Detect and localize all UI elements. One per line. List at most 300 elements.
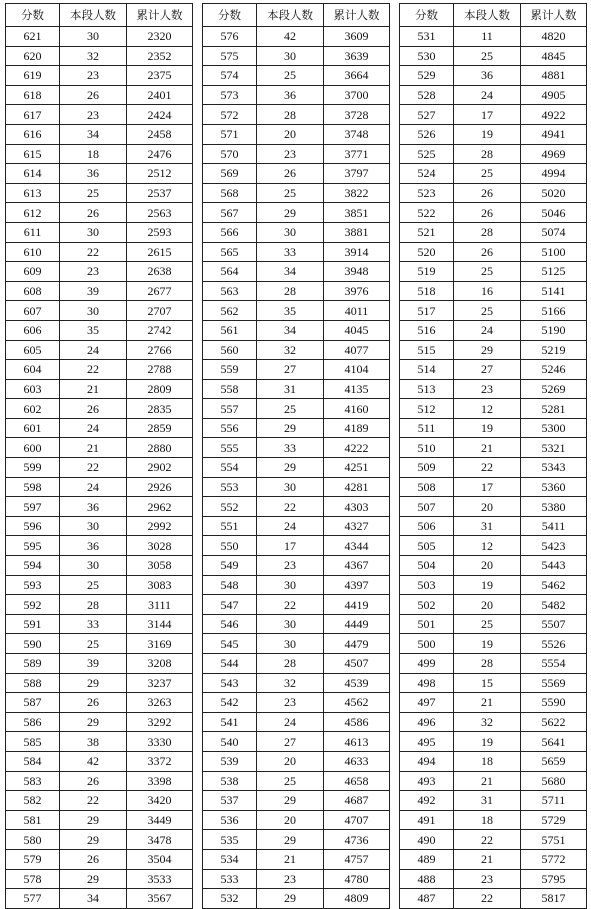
cell-score: 599 — [6, 458, 60, 478]
table-row — [203, 399, 390, 419]
cell-cumulative-count: 3237 — [127, 673, 193, 693]
cell-score: 561 — [203, 320, 257, 340]
cell-score: 520 — [400, 242, 454, 262]
cell-segment-count: 22 — [257, 497, 324, 517]
cell-score: 595 — [6, 536, 60, 556]
cell-score: 509 — [400, 458, 454, 478]
cell-cumulative-count: 2563 — [127, 203, 193, 223]
cell-score: 556 — [203, 418, 257, 438]
cell-score: 610 — [6, 242, 60, 262]
cell-segment-count: 20 — [257, 810, 324, 830]
cell-cumulative-count: 5711 — [521, 791, 587, 811]
cell-cumulative-count: 2615 — [127, 242, 193, 262]
cell-score: 517 — [400, 301, 454, 321]
cell-score: 510 — [400, 438, 454, 458]
cell-score: 568 — [203, 183, 257, 203]
cell-cumulative-count: 4613 — [324, 732, 390, 752]
table-row — [203, 379, 390, 399]
cell-cumulative-count: 4251 — [324, 458, 390, 478]
cell-score: 576 — [203, 27, 257, 47]
cell-segment-count: 25 — [257, 66, 324, 86]
cell-cumulative-count: 3478 — [127, 830, 193, 850]
cell-segment-count: 22 — [60, 791, 127, 811]
header-segment-count: 本段人数 — [257, 4, 324, 27]
cell-segment-count: 30 — [60, 301, 127, 321]
table-row — [6, 673, 193, 693]
cell-cumulative-count: 3948 — [324, 262, 390, 282]
cell-score: 546 — [203, 614, 257, 634]
table-row — [400, 516, 587, 536]
cell-segment-count: 29 — [257, 203, 324, 223]
cell-score: 518 — [400, 281, 454, 301]
cell-segment-count: 21 — [454, 438, 521, 458]
cell-segment-count: 21 — [454, 771, 521, 791]
table-row — [203, 340, 390, 360]
table-row — [6, 654, 193, 674]
cell-score: 507 — [400, 497, 454, 517]
cell-segment-count: 39 — [60, 281, 127, 301]
table-row — [203, 673, 390, 693]
cell-cumulative-count: 4658 — [324, 771, 390, 791]
table-row — [203, 869, 390, 889]
cell-segment-count: 25 — [257, 399, 324, 419]
table-row — [400, 203, 587, 223]
cell-segment-count: 31 — [454, 791, 521, 811]
cell-cumulative-count: 5795 — [521, 869, 587, 889]
cell-segment-count: 25 — [454, 46, 521, 66]
cell-cumulative-count: 3881 — [324, 222, 390, 242]
cell-segment-count: 16 — [454, 281, 521, 301]
cell-segment-count: 24 — [60, 477, 127, 497]
cell-score: 526 — [400, 124, 454, 144]
table-row — [400, 732, 587, 752]
cell-segment-count: 23 — [257, 693, 324, 713]
cell-segment-count: 29 — [257, 830, 324, 850]
cell-segment-count: 29 — [60, 869, 127, 889]
cell-score: 511 — [400, 418, 454, 438]
cell-score: 613 — [6, 183, 60, 203]
table-row — [400, 144, 587, 164]
table-row — [400, 281, 587, 301]
cell-cumulative-count: 2962 — [127, 497, 193, 517]
cell-cumulative-count: 3567 — [127, 889, 193, 909]
cell-segment-count: 21 — [454, 693, 521, 713]
cell-cumulative-count: 5751 — [521, 830, 587, 850]
cell-score: 573 — [203, 85, 257, 105]
cell-segment-count: 25 — [60, 183, 127, 203]
header-segment-count: 本段人数 — [454, 4, 521, 27]
cell-score: 560 — [203, 340, 257, 360]
cell-cumulative-count: 4011 — [324, 301, 390, 321]
table-row — [203, 242, 390, 262]
table-row — [6, 105, 193, 125]
cell-cumulative-count: 5659 — [521, 751, 587, 771]
table-row — [400, 360, 587, 380]
cell-segment-count: 22 — [257, 595, 324, 615]
header-segment-count: 本段人数 — [60, 4, 127, 27]
table-row — [6, 477, 193, 497]
table-row — [203, 124, 390, 144]
cell-segment-count: 18 — [454, 810, 521, 830]
cell-segment-count: 36 — [454, 66, 521, 86]
cell-segment-count: 27 — [454, 360, 521, 380]
table-row — [203, 203, 390, 223]
table-row — [400, 164, 587, 184]
cell-segment-count: 23 — [454, 869, 521, 889]
cell-cumulative-count: 2859 — [127, 418, 193, 438]
cell-segment-count: 18 — [454, 751, 521, 771]
cell-segment-count: 30 — [257, 222, 324, 242]
cell-segment-count: 17 — [257, 536, 324, 556]
cell-score: 487 — [400, 889, 454, 909]
cell-score: 584 — [6, 751, 60, 771]
cell-cumulative-count: 3398 — [127, 771, 193, 791]
cell-score: 549 — [203, 556, 257, 576]
cell-cumulative-count: 4881 — [521, 66, 587, 86]
cell-cumulative-count: 2424 — [127, 105, 193, 125]
cell-segment-count: 34 — [60, 889, 127, 909]
cell-cumulative-count: 5772 — [521, 849, 587, 869]
cell-cumulative-count: 2835 — [127, 399, 193, 419]
table-row — [6, 712, 193, 732]
table-row — [203, 614, 390, 634]
cell-score: 597 — [6, 497, 60, 517]
cell-cumulative-count: 4845 — [521, 46, 587, 66]
cell-cumulative-count: 5817 — [521, 889, 587, 909]
cell-segment-count: 26 — [454, 242, 521, 262]
cell-score: 592 — [6, 595, 60, 615]
cell-cumulative-count: 3028 — [127, 536, 193, 556]
table-row — [6, 751, 193, 771]
table-row — [6, 320, 193, 340]
table-row — [203, 732, 390, 752]
cell-segment-count: 33 — [60, 614, 127, 634]
cell-score: 540 — [203, 732, 257, 752]
table-row — [6, 869, 193, 889]
table-row — [203, 46, 390, 66]
cell-segment-count: 35 — [257, 301, 324, 321]
cell-score: 505 — [400, 536, 454, 556]
cell-cumulative-count: 2880 — [127, 438, 193, 458]
cell-segment-count: 28 — [257, 281, 324, 301]
cell-cumulative-count: 3292 — [127, 712, 193, 732]
table-row — [6, 66, 193, 86]
cell-cumulative-count: 4941 — [521, 124, 587, 144]
cell-segment-count: 17 — [454, 477, 521, 497]
cell-segment-count: 35 — [60, 320, 127, 340]
cell-segment-count: 21 — [60, 379, 127, 399]
cell-cumulative-count: 2707 — [127, 301, 193, 321]
cell-score: 570 — [203, 144, 257, 164]
cell-cumulative-count: 5554 — [521, 654, 587, 674]
cell-cumulative-count: 4507 — [324, 654, 390, 674]
table-row — [400, 556, 587, 576]
cell-cumulative-count: 2926 — [127, 477, 193, 497]
cell-segment-count: 25 — [454, 614, 521, 634]
cell-cumulative-count: 4736 — [324, 830, 390, 850]
table-row — [400, 242, 587, 262]
cell-segment-count: 42 — [257, 27, 324, 47]
cell-segment-count: 29 — [60, 673, 127, 693]
cell-segment-count: 26 — [60, 693, 127, 713]
cell-score: 596 — [6, 516, 60, 536]
cell-cumulative-count: 3700 — [324, 85, 390, 105]
table-row — [400, 849, 587, 869]
cell-score: 551 — [203, 516, 257, 536]
table-row — [203, 516, 390, 536]
cell-score: 581 — [6, 810, 60, 830]
cell-score: 588 — [6, 673, 60, 693]
table-row — [400, 712, 587, 732]
cell-cumulative-count: 4757 — [324, 849, 390, 869]
cell-segment-count: 26 — [257, 164, 324, 184]
cell-score: 583 — [6, 771, 60, 791]
table-row — [400, 869, 587, 889]
cell-score: 574 — [203, 66, 257, 86]
table-row — [400, 477, 587, 497]
cell-cumulative-count: 4809 — [324, 889, 390, 909]
cell-cumulative-count: 2537 — [127, 183, 193, 203]
table-row — [400, 124, 587, 144]
cell-cumulative-count: 4419 — [324, 595, 390, 615]
cell-cumulative-count: 5246 — [521, 360, 587, 380]
cell-score: 527 — [400, 105, 454, 125]
cell-cumulative-count: 5482 — [521, 595, 587, 615]
table-row — [400, 771, 587, 791]
cell-score: 548 — [203, 575, 257, 595]
table-row — [6, 301, 193, 321]
cell-score: 515 — [400, 340, 454, 360]
header-score: 分数 — [203, 4, 257, 27]
cell-score: 567 — [203, 203, 257, 223]
table-row — [203, 751, 390, 771]
cell-segment-count: 36 — [60, 164, 127, 184]
cell-segment-count: 20 — [257, 751, 324, 771]
cell-score: 501 — [400, 614, 454, 634]
cell-score: 601 — [6, 418, 60, 438]
cell-segment-count: 25 — [257, 771, 324, 791]
cell-segment-count: 25 — [454, 262, 521, 282]
cell-score: 591 — [6, 614, 60, 634]
cell-segment-count: 29 — [257, 418, 324, 438]
cell-score: 585 — [6, 732, 60, 752]
cell-cumulative-count: 3728 — [324, 105, 390, 125]
table-row — [400, 66, 587, 86]
cell-cumulative-count: 5125 — [521, 262, 587, 282]
table-row — [400, 27, 587, 47]
cell-segment-count: 24 — [454, 320, 521, 340]
cell-cumulative-count: 5680 — [521, 771, 587, 791]
table-body — [6, 27, 193, 909]
cell-cumulative-count: 3609 — [324, 27, 390, 47]
cell-score: 522 — [400, 203, 454, 223]
table-row — [203, 712, 390, 732]
score-table-2 — [202, 3, 390, 909]
cell-cumulative-count: 2320 — [127, 27, 193, 47]
cell-segment-count: 32 — [60, 46, 127, 66]
table-row — [6, 732, 193, 752]
table-row — [400, 85, 587, 105]
cell-cumulative-count: 3208 — [127, 654, 193, 674]
table-row — [400, 791, 587, 811]
cell-score: 579 — [6, 849, 60, 869]
cell-segment-count: 17 — [454, 105, 521, 125]
table-row — [400, 399, 587, 419]
cell-score: 495 — [400, 732, 454, 752]
cell-cumulative-count: 2992 — [127, 516, 193, 536]
cell-segment-count: 26 — [454, 183, 521, 203]
cell-score: 571 — [203, 124, 257, 144]
cell-segment-count: 21 — [454, 849, 521, 869]
cell-cumulative-count: 4969 — [521, 144, 587, 164]
table-row — [203, 281, 390, 301]
cell-segment-count: 26 — [60, 771, 127, 791]
cell-score: 602 — [6, 399, 60, 419]
table-row — [6, 27, 193, 47]
cell-cumulative-count: 2766 — [127, 340, 193, 360]
cell-cumulative-count: 5526 — [521, 634, 587, 654]
cell-cumulative-count: 5507 — [521, 614, 587, 634]
cell-score: 536 — [203, 810, 257, 830]
cell-score: 598 — [6, 477, 60, 497]
header-score: 分数 — [6, 4, 60, 27]
cell-cumulative-count: 5190 — [521, 320, 587, 340]
table-row — [6, 418, 193, 438]
cell-segment-count: 32 — [257, 673, 324, 693]
cell-segment-count: 23 — [60, 105, 127, 125]
cell-cumulative-count: 2512 — [127, 164, 193, 184]
table-row — [203, 85, 390, 105]
table-row — [203, 222, 390, 242]
cell-segment-count: 22 — [60, 242, 127, 262]
cell-segment-count: 12 — [454, 399, 521, 419]
cell-segment-count: 26 — [60, 203, 127, 223]
cell-cumulative-count: 5046 — [521, 203, 587, 223]
table-row — [203, 360, 390, 380]
cell-cumulative-count: 4780 — [324, 869, 390, 889]
cell-cumulative-count: 2458 — [127, 124, 193, 144]
cell-segment-count: 30 — [257, 634, 324, 654]
table-row — [400, 418, 587, 438]
cell-segment-count: 36 — [257, 85, 324, 105]
cell-segment-count: 21 — [60, 438, 127, 458]
table-row — [6, 399, 193, 419]
cell-cumulative-count: 4397 — [324, 575, 390, 595]
cell-segment-count: 27 — [257, 732, 324, 752]
cell-cumulative-count: 4222 — [324, 438, 390, 458]
cell-score: 499 — [400, 654, 454, 674]
table-header-row — [400, 4, 587, 27]
cell-segment-count: 31 — [454, 516, 521, 536]
cell-score: 587 — [6, 693, 60, 713]
cell-cumulative-count: 2638 — [127, 262, 193, 282]
cell-segment-count: 12 — [454, 536, 521, 556]
table-row — [6, 164, 193, 184]
cell-cumulative-count: 4479 — [324, 634, 390, 654]
cell-score: 504 — [400, 556, 454, 576]
cell-score: 547 — [203, 595, 257, 615]
cell-segment-count: 28 — [454, 222, 521, 242]
cell-score: 593 — [6, 575, 60, 595]
cell-score: 600 — [6, 438, 60, 458]
cell-cumulative-count: 2401 — [127, 85, 193, 105]
cell-score: 590 — [6, 634, 60, 654]
cell-score: 550 — [203, 536, 257, 556]
table-row — [400, 830, 587, 850]
table-row — [400, 654, 587, 674]
cell-segment-count: 18 — [60, 144, 127, 164]
cell-segment-count: 34 — [257, 262, 324, 282]
cell-score: 545 — [203, 634, 257, 654]
cell-segment-count: 33 — [257, 242, 324, 262]
cell-score: 537 — [203, 791, 257, 811]
cell-segment-count: 25 — [60, 634, 127, 654]
cell-cumulative-count: 3533 — [127, 869, 193, 889]
cell-cumulative-count: 5443 — [521, 556, 587, 576]
cell-score: 605 — [6, 340, 60, 360]
cell-score: 559 — [203, 360, 257, 380]
table-row — [6, 849, 193, 869]
table-row — [6, 438, 193, 458]
table-body — [203, 27, 390, 909]
cell-score: 621 — [6, 27, 60, 47]
table-row — [6, 575, 193, 595]
table-row — [203, 791, 390, 811]
cell-segment-count: 22 — [60, 458, 127, 478]
table-row — [6, 183, 193, 203]
table-row — [400, 262, 587, 282]
table-row — [203, 693, 390, 713]
table-row — [6, 791, 193, 811]
cell-cumulative-count: 5141 — [521, 281, 587, 301]
cell-segment-count: 23 — [257, 556, 324, 576]
cell-cumulative-count: 3976 — [324, 281, 390, 301]
table-row — [400, 614, 587, 634]
table-row — [203, 301, 390, 321]
cell-segment-count: 28 — [454, 654, 521, 674]
table-row — [6, 556, 193, 576]
cell-cumulative-count: 3504 — [127, 849, 193, 869]
cell-cumulative-count: 5343 — [521, 458, 587, 478]
cell-cumulative-count: 5074 — [521, 222, 587, 242]
cell-cumulative-count: 3822 — [324, 183, 390, 203]
cell-cumulative-count: 4586 — [324, 712, 390, 732]
cell-score: 620 — [6, 46, 60, 66]
cell-score: 503 — [400, 575, 454, 595]
cell-segment-count: 29 — [257, 458, 324, 478]
cell-cumulative-count: 5100 — [521, 242, 587, 262]
cell-segment-count: 24 — [454, 85, 521, 105]
table-row — [400, 673, 587, 693]
cell-score: 555 — [203, 438, 257, 458]
cell-cumulative-count: 5622 — [521, 712, 587, 732]
cell-cumulative-count: 3330 — [127, 732, 193, 752]
cell-segment-count: 38 — [60, 732, 127, 752]
cell-segment-count: 29 — [60, 712, 127, 732]
table-row — [203, 575, 390, 595]
cell-score: 578 — [6, 869, 60, 889]
cell-segment-count: 19 — [454, 124, 521, 144]
cell-segment-count: 20 — [454, 497, 521, 517]
cell-segment-count: 19 — [454, 418, 521, 438]
table-row — [203, 262, 390, 282]
cell-cumulative-count: 3169 — [127, 634, 193, 654]
cell-cumulative-count: 3664 — [324, 66, 390, 86]
cell-segment-count: 23 — [60, 262, 127, 282]
table-row — [400, 320, 587, 340]
table-row — [6, 516, 193, 536]
cell-segment-count: 22 — [454, 889, 521, 909]
